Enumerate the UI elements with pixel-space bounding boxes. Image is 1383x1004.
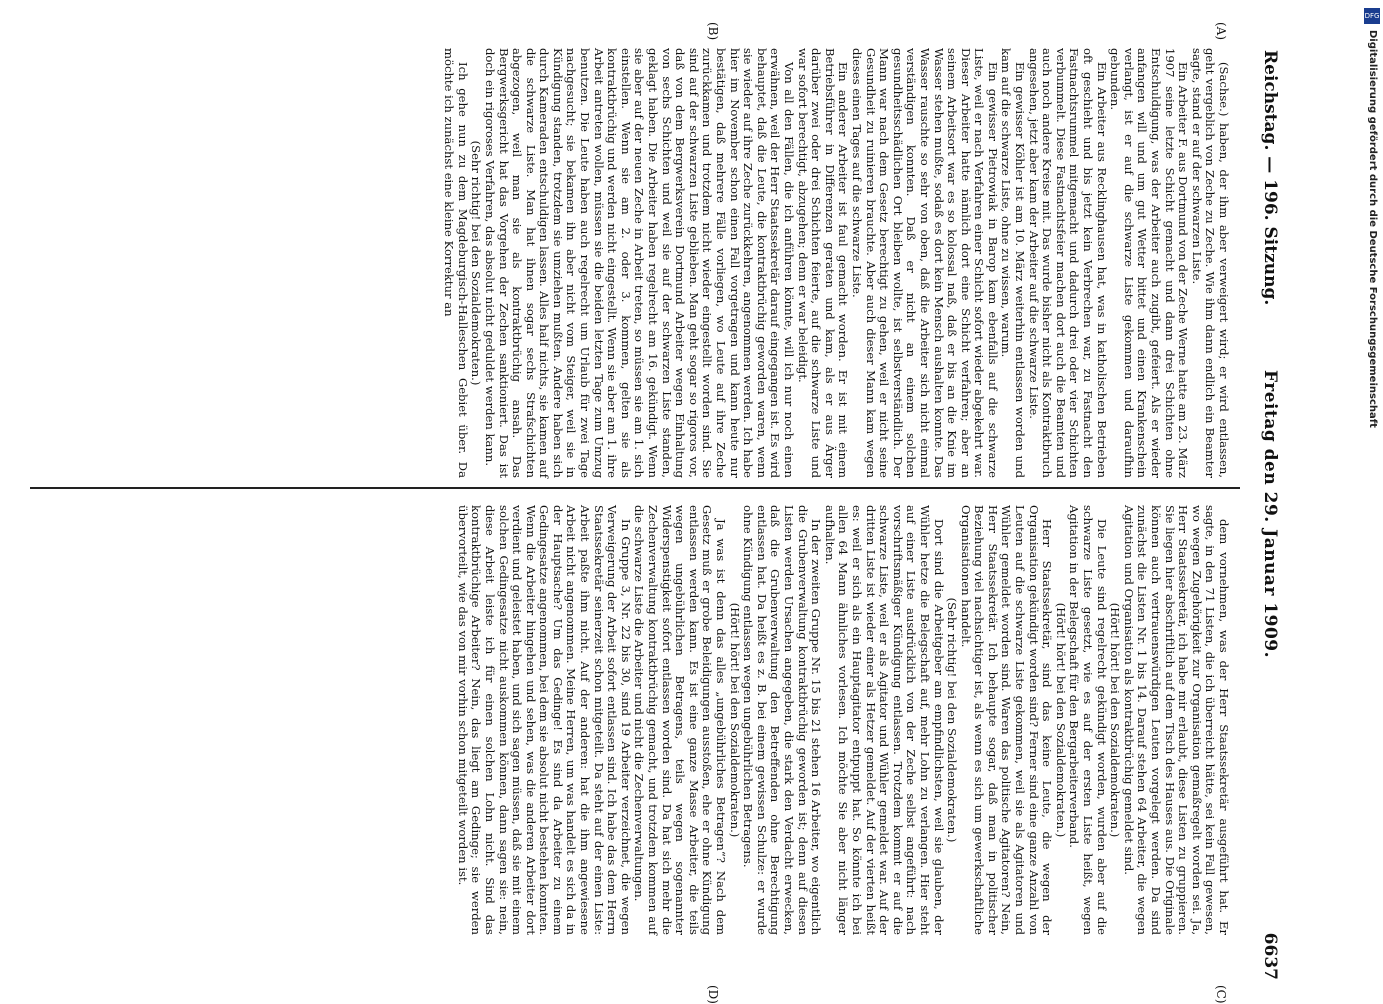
paragraph: Ein anderer Arbeiter ist faul gemacht worden. Er ist mit einem Betriebsführer in Differenzen geraten und kam, als er aus Ärger darüber zwei oder drei Schichten feierte, auf die schwarze Liste und war sofort berechtigt, abzugehen; denn er war beleidigt. [795,48,851,478]
column-divider [30,487,1240,489]
interjection: (Hört! hört! bei den Sozialdemokraten.) [1053,602,1068,838]
rotated-page [10,0,1330,1004]
marker-a: (A) [1214,22,1228,41]
paragraph: In Gruppe 3, Nr. 22 bis 30, sind 19 Arbeiter verzeichnet, die wegen Verweigerung der Arbeit sofort entlassen sind. Ich habe das dem Herrn Staatssekretär seinerzeit schon mitgeteilt. Da steht auf der einen Liste: Arbeit paßte ihm nicht. Auf der anderen: hat die ihm angewiesene Arbeit nicht angenommen. Meine Herren, um was handelt es sich da in der Hauptsache? Um das Gedinge! Es sind da Arbeiter zu einem Gedingesatze angenommen, bei dem sie absolut nicht bestehen konnten. Wenn die Arbeiter hingehen und sehen, was die anderen Arbeiter dort verdient und geleistet haben, und sich sagen müssen, daß sie mit einem solchen Gedingesatze nicht auskommen können, dann sagen sie: nein, diese Arbeit leiste ich für einen solchen Lohn nicht. Sind das kontraktbrüchige Arbeiter? Nein, das liegt am Gedinge; sie werden übervorteilt, wie das von mir vorhin schon mitgeteilt worden ist. [455,505,633,935]
paragraph: In der zweiten Gruppe Nr. 15 bis 21 stehen 16 Arbeiter, wo eigentlich die Grubenverwaltung kontraktbrüchig geworden ist; denn auf diesen Listen werden Ursachen angegeben, die stark den Verdacht erwecken, daß die Grubenverwaltung den Betreffenden ohne Berechtigung entlassen hat. Da heißt es z. B. bei einem gewissen Schulze: er wurde ohne Kündigung entlassen wegen ungebührlichen Betragens. [741,505,824,935]
digitization-note [1358,30,1378,970]
paragraph: Ein gewisser Köhler ist am 10. März weiterhin entlassen worden und kam auf die schwarze Liste, ohne zu wissen, warum. [999,48,1028,478]
left-column [30,48,1230,478]
paragraph: Ja was ist denn das alles „ungebührliches Betragen“? Nach dem Gesetz muß er grobe Beleidigungen ausstoßen, ehe er ohne Kündigung entlassen werden kann. Es ist eine ganze Masse Arbeiter, die teils wegen ungebührlichen Betragens, teils wegen sogenannter Widerspenstigkeit sofort entlassen worden sind. Da hat sich mehr die Zechenverwaltung kontraktbrüchig gemacht, und trotzdem kommen auf die schwarze Liste die Arbeiter und nicht die Zechenverwaltungen. [632,505,729,935]
paragraph: Ein Arbeiter aus Recklinghausen hat, was in katholischen Betrieben oft geschieht und bis jetzt kein Verbrechen war, zu Fastnacht den Fastnachtsrummel mitgemacht und dadurch drei oder vier Schichten verbummelt. Diese Fastnachtsfeier machen dort auch die Beamten und auch noch andere Kreise mit. Das wurde bisher nicht als Kontraktbruch angesehen, jetzt aber kam der Arbeiter auf die schwarze Liste. [1026,48,1109,478]
header-date: Freitag den 29. Januar 1909. [1260,370,1280,659]
marker-d: (D) [706,985,720,1004]
paragraph: Dort sind die Arbeitgeber am empfindlichsten, weil sie glauben, der Wühler hetze die Belegschaft auf, mehr Lohn zu verlangen. Hier steht auf einer Liste ausdrücklich von der Zeche selbst angeführt: nach vorschriftsmäßiger Kündigung entlassen. Trotzdem kommt er auf die schwarze Liste, weil er als Agitator und Wühler gemeldet war. Auf der dritten Liste ist wieder einer als Hetzer gemeldet. Auf der vierten heißt es: weil er sich als ein Hauptagitator entpuppt hat. So könnte ich bei allen 64 Mann ähnliches vorlesen. Ich möchte Sie aber nicht länger aufhalten. [822,505,946,935]
interjection: (Sehr richtig! bei den Sozialdemokraten.) [945,597,960,843]
paragraph: dem vornehmen, was der Herr Staatssekretär ausgeführt hat. Er sagte, in den 71 Listen, die ich überreicht hätte, sei kein Fall gewesen, wo wegen Zugehörigkeit zur Organisation gemaßregelt worden sei. Ja, Herr Staatssekretär, ich habe mir erlaubt, diese Listen zu gruppieren. Sie liegen hier abschriftlich auf dem Tisch des Hauses aus. Die Originale können auch vertrauenswürdigen Leuten vorgelegt werden. Da sind zunächst die Listen Nr. 1 bis 14. Darauf stehen 64 Arbeiter, die wegen Agitation und Organisation als kontraktbrüchig gemeldet sind. [1121,505,1231,935]
dfg-logo: DFG [1364,8,1380,24]
paragraph: Ein Arbeiter F. aus Dortmund von der Zeche Werne hatte am 23. März 1907 seine letzte Schicht gemacht und dann drei Schichten ohne Entschuldigung, was der Arbeiter auch zugibt, gefeiert. Als er wieder anfangen will und um gut Wetter bittet und einen Krankenschein verlangt, ist er auf die schwarze Liste gekommen und daraufhin gebunden. [1108,48,1191,478]
marker-c: (C) [1214,985,1228,1004]
paragraph: Ein gewisser Pietrowiak in Barop kam ebenfalls auf die schwarze Liste, weil er nach Verfahren einer Schicht sofort wieder abgekehrt war. Dieser Arbeiter hatte nämlich dort eine Schicht verfahren; aber an seinem Arbeitsort war es so kolossal naß, daß er bis an die Knie im Wasser stehen mußte, sodaß es dort kein Mensch aushalten konnte. Das Wasser rauschte so sehr von oben, daß die Arbeiter sich nicht einmal verständigen konnten. Daß er nicht an einem solchen gesundheitsschädlichen Ort bleiben wollte, ist selbstverständlich. Der Mann war nach dem Gesetz berechtigt zu gehen, weil er nicht seine Gesundheit zu ruinieren brauchte. Aber auch dieser Mann kam wegen dieses einen Tages auf die schwarze Liste. [849,48,1000,478]
right-column [30,505,1230,935]
paragraph: Herr Staatssekretär, sind das keine Leute, die wegen der Organisation gekündigt worden sind? Ferner sind eine ganze Anzahl von Leuten auf die schwarze Liste gekommen, weil sie als Agitatoren und Wühler gemeldet worden sind. Waren das politische Agitatoren? Nein, Herr Staatssekretär. Ich behaupte sogar, daß man in politischer Beziehung viel nachsichtiger ist, als wenn es sich um gewerkschaftliche Organisationen handelt. [958,505,1055,935]
paragraph: (Sachse.) haben, der ihm aber verweigert wird; er wird entlassen, geht vergeblich von Zeche zu Zeche. Wie ihm dann endlich ein Beamter sagte, stand er auf der schwarzen Liste. [1189,48,1231,478]
header-left: Reichstag. — 196. Sitzung. [1260,50,1280,306]
interjection: (Hört! hört! bei den Sozialdemokraten.) [727,602,742,838]
running-head [1250,50,1290,980]
paragraph: Die Leute sind regelrecht gekündigt worden, wurden aber auf die schwarze Liste gesetzt, wie es auf der ersten Liste heißt, wegen Agitation in der Belegschaft für den Bergarbeiterverband. [1067,505,1109,935]
digitization-note-text: Digitalisierung gefördert durch die Deutsche Forschungsgemeinschaft [1367,30,1378,428]
paragraph: Ich gehe nun zu dem Magdeburgisch-Halleschen Gebiet über. Da möchte ich zunächst eine kleine Korrektur an [442,48,470,478]
marker-b: (B) [706,22,720,41]
interjection: (Sehr richtig! bei den Sozialdemokraten.) [469,140,484,386]
interjection: (Hört! hört! bei den Sozialdemokraten.) [1108,602,1123,838]
page-number: 6637 [1260,932,1280,980]
paragraph: Von all den Fällen, die ich anführen könnte, will ich nur noch einen erwähnen, weil der Herr Staatssekretär darauf eingegangen ist. Es wird behauptet, daß die Leute, die kontraktbrüchig geworden waren, wenn sie wieder auf ihre Zeche zurückkehren, angenommen werden. Ich habe hier im November schon einen Fall vorgetragen und kann heute nur bestätigen, daß mehrere Fälle vorliegen, wo Leute auf ihre Zeche zurückkamen und trotzdem nicht wieder eingestellt worden sind. Sie sind auf der schwarzen Liste geblieben. Man geht sogar so rigoros vor, daß von dem Bergwerksverein Dortmund Arbeiter wegen Einhaltung von sechs Schichten und weil sie auf der schwarzen Liste standen, geklagt haben. Die Arbeiter haben regelrecht am 16. gekündigt. Wenn sie aber auf der neuen Zeche in Arbeit treten, so müssen sie am 1. sich einstellen. Wenn sie am 2. oder 3. kommen, gelten sie als kontraktbrüchig und werden nicht eingestellt. Wenn sie aber am 1. ihre Arbeit antreten wollen, müssen sie die beiden letzten Tage zum Umzug benutzen. Die Leute haben auch regelrecht um Urlaub für zwei Tage nachgesucht; sie bekamen ihn aber nicht vom Steiger, weil sie in Kündigung standen, trotzdem sie umziehen mußten. Andere haben sich durch Kameraden entschuldigen lassen. Alles half nichts, sie kamen auf die schwarze Liste. Man hat ihnen sogar sechs Strafschichten abgezogen, weil man sie als kontraktbrüchig ansah. Das Bergwerksgericht hat das Vorgehen der Zechen sanktioniert. Das ist doch ein rigoroses Verfahren, das absolut nicht geduldet werden kann. [482,48,796,478]
